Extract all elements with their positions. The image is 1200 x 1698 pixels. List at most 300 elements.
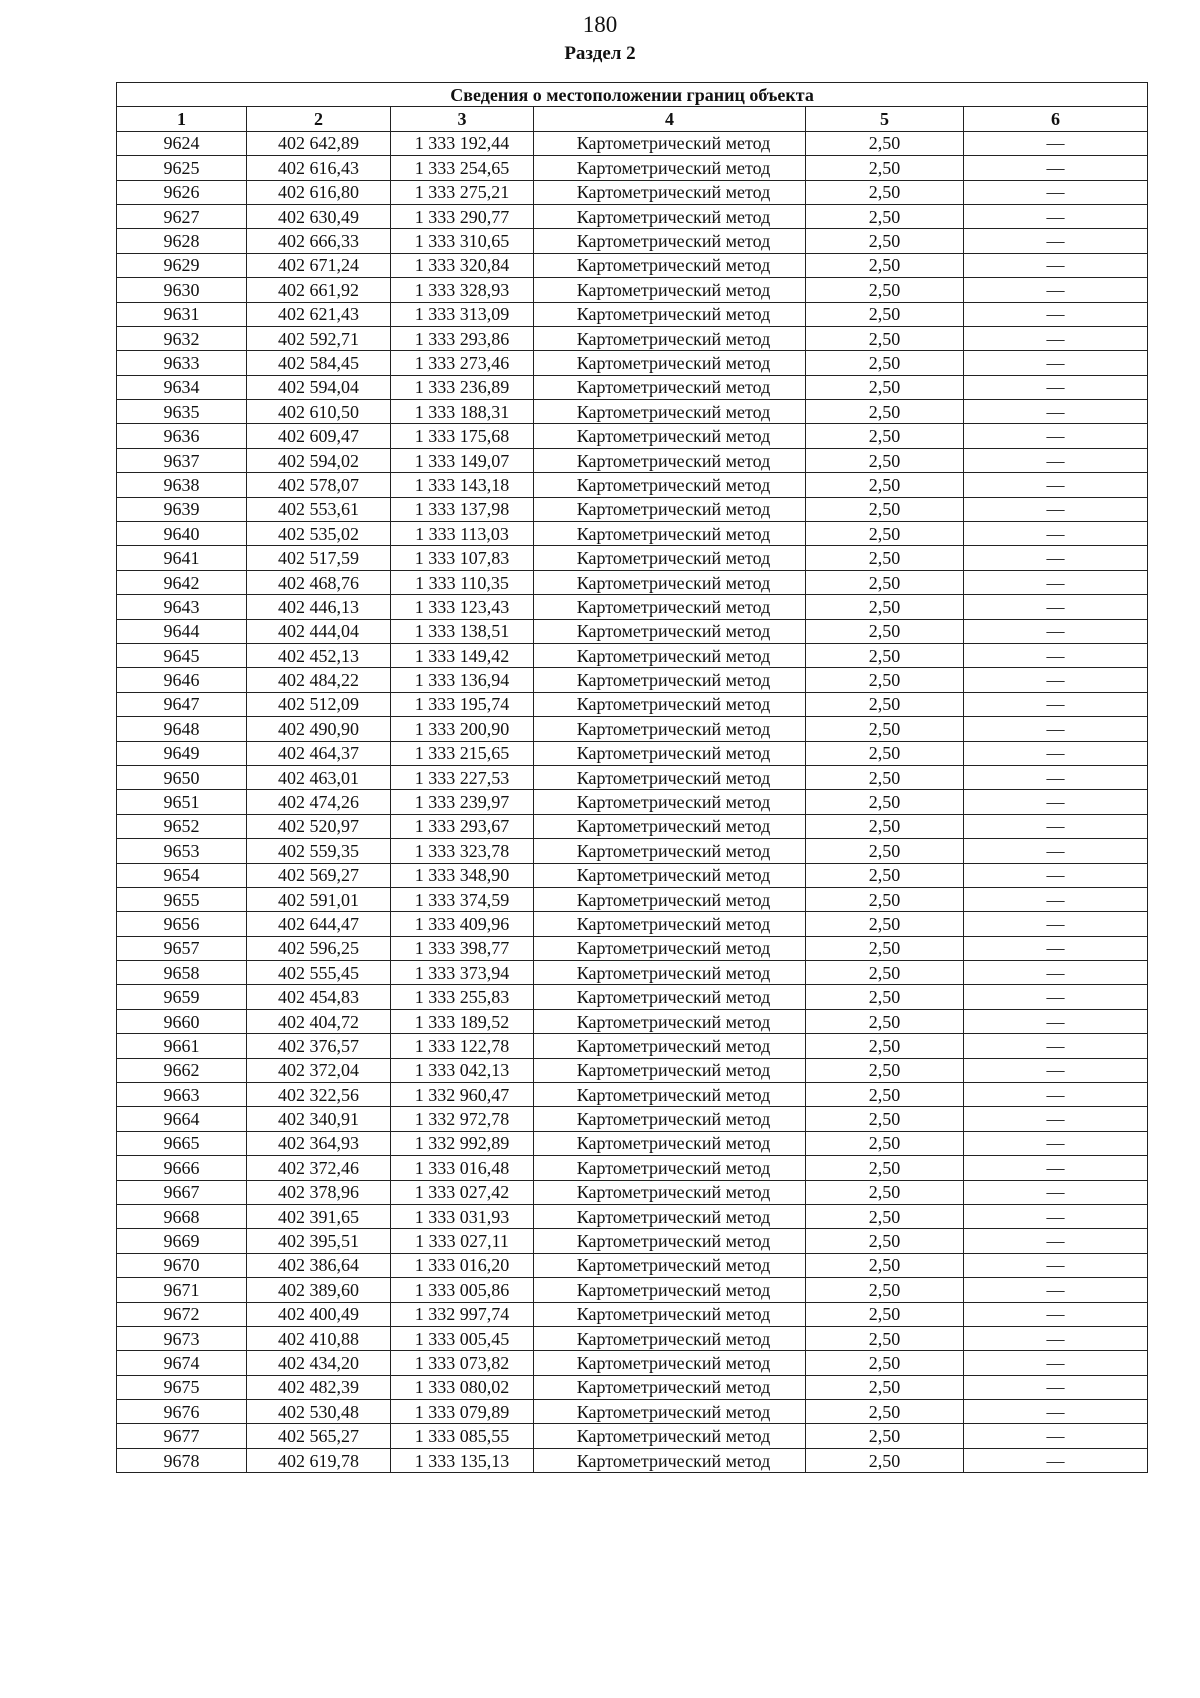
y-coordinate-cell: 1 333 409,96 [391,912,534,936]
point-number-cell: 9659 [117,985,247,1009]
point-number-cell: 9647 [117,692,247,716]
column-header: 1 [117,107,247,131]
table-row [117,253,1148,277]
point-number-cell: 9636 [117,424,247,448]
x-coordinate-cell: 402 661,92 [247,278,391,302]
accuracy-cell: 2,50 [806,156,964,180]
x-coordinate-cell: 402 569,27 [247,863,391,887]
x-coordinate-cell: 402 376,57 [247,1034,391,1058]
method-cell: Картометрический метод [534,1083,806,1107]
accuracy-cell: 2,50 [806,912,964,936]
note-cell: — [964,741,1148,765]
accuracy-cell: 2,50 [806,229,964,253]
table-row [117,351,1148,375]
y-coordinate-cell: 1 333 136,94 [391,668,534,692]
y-coordinate-cell: 1 333 310,65 [391,229,534,253]
table-row [117,1180,1148,1204]
note-cell: — [964,1302,1148,1326]
y-coordinate-cell: 1 333 080,02 [391,1375,534,1399]
x-coordinate-cell: 402 378,96 [247,1180,391,1204]
x-coordinate-cell: 402 621,43 [247,302,391,326]
x-coordinate-cell: 402 464,37 [247,741,391,765]
column-header: 4 [534,107,806,131]
note-cell: — [964,278,1148,302]
page-number: 180 [582,12,618,37]
method-cell: Картометрический метод [534,522,806,546]
table-row [117,765,1148,789]
y-coordinate-cell: 1 333 398,77 [391,936,534,960]
y-coordinate-cell: 1 333 005,86 [391,1278,534,1302]
note-cell: — [964,156,1148,180]
method-cell: Картометрический метод [534,1253,806,1277]
method-cell: Картометрический метод [534,326,806,350]
note-cell: — [964,253,1148,277]
accuracy-cell: 2,50 [806,1009,964,1033]
note-cell: — [964,1326,1148,1350]
point-number-cell: 9645 [117,643,247,667]
note-cell: — [964,1424,1148,1448]
x-coordinate-cell: 402 555,45 [247,961,391,985]
table-row [117,619,1148,643]
point-number-cell: 9648 [117,717,247,741]
method-cell: Картометрический метод [534,692,806,716]
method-cell: Картометрический метод [534,887,806,911]
y-coordinate-cell: 1 333 122,78 [391,1034,534,1058]
point-number-cell: 9662 [117,1058,247,1082]
accuracy-cell: 2,50 [806,1253,964,1277]
y-coordinate-cell: 1 333 254,65 [391,156,534,180]
point-number-cell: 9668 [117,1204,247,1228]
accuracy-cell: 2,50 [806,570,964,594]
point-number-cell: 9651 [117,790,247,814]
method-cell: Картометрический метод [534,619,806,643]
y-coordinate-cell: 1 333 079,89 [391,1400,534,1424]
x-coordinate-cell: 402 463,01 [247,765,391,789]
x-coordinate-cell: 402 322,56 [247,1083,391,1107]
accuracy-cell: 2,50 [806,1278,964,1302]
point-number-cell: 9675 [117,1375,247,1399]
x-coordinate-cell: 402 644,47 [247,912,391,936]
method-cell: Картометрический метод [534,1180,806,1204]
section-title: Раздел 2 [564,43,636,64]
x-coordinate-cell: 402 340,91 [247,1107,391,1131]
x-coordinate-cell: 402 404,72 [247,1009,391,1033]
method-cell: Картометрический метод [534,156,806,180]
accuracy-cell: 2,50 [806,473,964,497]
accuracy-cell: 2,50 [806,765,964,789]
accuracy-cell: 2,50 [806,1058,964,1082]
table-row [117,1351,1148,1375]
table-row [117,643,1148,667]
x-coordinate-cell: 402 592,71 [247,326,391,350]
table-row [117,717,1148,741]
table-row [117,741,1148,765]
table-row [117,546,1148,570]
y-coordinate-cell: 1 333 149,42 [391,643,534,667]
method-cell: Картометрический метод [534,1326,806,1350]
point-number-cell: 9666 [117,1156,247,1180]
note-cell: — [964,717,1148,741]
x-coordinate-cell: 402 386,64 [247,1253,391,1277]
accuracy-cell: 2,50 [806,278,964,302]
method-cell: Картометрический метод [534,839,806,863]
y-coordinate-cell: 1 333 138,51 [391,619,534,643]
table-row [117,1448,1148,1472]
point-number-cell: 9625 [117,156,247,180]
note-cell: — [964,1351,1148,1375]
x-coordinate-cell: 402 616,80 [247,180,391,204]
table-row [117,668,1148,692]
x-coordinate-cell: 402 642,89 [247,131,391,155]
accuracy-cell: 2,50 [806,643,964,667]
y-coordinate-cell: 1 333 107,83 [391,546,534,570]
x-coordinate-cell: 402 594,02 [247,448,391,472]
point-number-cell: 9629 [117,253,247,277]
point-number-cell: 9640 [117,522,247,546]
table-row [117,1131,1148,1155]
note-cell: — [964,302,1148,326]
x-coordinate-cell: 402 391,65 [247,1204,391,1228]
accuracy-cell: 2,50 [806,839,964,863]
table-row [117,887,1148,911]
y-coordinate-cell: 1 333 348,90 [391,863,534,887]
accuracy-cell: 2,50 [806,253,964,277]
method-cell: Картометрический метод [534,424,806,448]
point-number-cell: 9639 [117,497,247,521]
y-coordinate-cell: 1 333 110,35 [391,570,534,594]
method-cell: Картометрический метод [534,546,806,570]
x-coordinate-cell: 402 553,61 [247,497,391,521]
point-number-cell: 9673 [117,1326,247,1350]
method-cell: Картометрический метод [534,912,806,936]
x-coordinate-cell: 402 446,13 [247,595,391,619]
note-cell: — [964,1107,1148,1131]
table-row [117,595,1148,619]
point-number-cell: 9658 [117,961,247,985]
x-coordinate-cell: 402 559,35 [247,839,391,863]
accuracy-cell: 2,50 [806,1448,964,1472]
table-row [117,863,1148,887]
y-coordinate-cell: 1 333 188,31 [391,400,534,424]
note-cell: — [964,1400,1148,1424]
point-number-cell: 9665 [117,1131,247,1155]
method-cell: Картометрический метод [534,1448,806,1472]
note-cell: — [964,497,1148,521]
x-coordinate-cell: 402 512,09 [247,692,391,716]
note-cell: — [964,204,1148,228]
point-number-cell: 9644 [117,619,247,643]
note-cell: — [964,1253,1148,1277]
y-coordinate-cell: 1 333 239,97 [391,790,534,814]
table-row [117,1400,1148,1424]
x-coordinate-cell: 402 630,49 [247,204,391,228]
y-coordinate-cell: 1 333 373,94 [391,961,534,985]
table-row [117,278,1148,302]
y-coordinate-cell: 1 333 374,59 [391,887,534,911]
note-cell: — [964,961,1148,985]
y-coordinate-cell: 1 333 323,78 [391,839,534,863]
point-number-cell: 9678 [117,1448,247,1472]
method-cell: Картометрический метод [534,1400,806,1424]
method-cell: Картометрический метод [534,204,806,228]
x-coordinate-cell: 402 484,22 [247,668,391,692]
point-number-cell: 9660 [117,1009,247,1033]
accuracy-cell: 2,50 [806,887,964,911]
accuracy-cell: 2,50 [806,131,964,155]
note-cell: — [964,814,1148,838]
accuracy-cell: 2,50 [806,400,964,424]
accuracy-cell: 2,50 [806,1302,964,1326]
accuracy-cell: 2,50 [806,1107,964,1131]
table-row [117,814,1148,838]
point-number-cell: 9656 [117,912,247,936]
method-cell: Картометрический метод [534,1009,806,1033]
x-coordinate-cell: 402 410,88 [247,1326,391,1350]
y-coordinate-cell: 1 333 293,67 [391,814,534,838]
note-cell: — [964,424,1148,448]
point-number-cell: 9649 [117,741,247,765]
accuracy-cell: 2,50 [806,351,964,375]
table-row [117,180,1148,204]
y-coordinate-cell: 1 333 328,93 [391,278,534,302]
method-cell: Картометрический метод [534,985,806,1009]
note-cell: — [964,229,1148,253]
note-cell: — [964,326,1148,350]
method-cell: Картометрический метод [534,741,806,765]
accuracy-cell: 2,50 [806,1083,964,1107]
accuracy-cell: 2,50 [806,546,964,570]
point-number-cell: 9652 [117,814,247,838]
y-coordinate-cell: 1 333 016,20 [391,1253,534,1277]
method-cell: Картометрический метод [534,497,806,521]
point-number-cell: 9654 [117,863,247,887]
accuracy-cell: 2,50 [806,1400,964,1424]
column-header: 2 [247,107,391,131]
method-cell: Картометрический метод [534,351,806,375]
method-cell: Картометрический метод [534,400,806,424]
note-cell: — [964,375,1148,399]
table-row [117,1278,1148,1302]
x-coordinate-cell: 402 666,33 [247,229,391,253]
point-number-cell: 9628 [117,229,247,253]
table-caption-row [117,83,1148,107]
y-coordinate-cell: 1 333 137,98 [391,497,534,521]
point-number-cell: 9671 [117,1278,247,1302]
point-number-cell: 9661 [117,1034,247,1058]
accuracy-cell: 2,50 [806,619,964,643]
y-coordinate-cell: 1 333 195,74 [391,692,534,716]
method-cell: Картометрический метод [534,131,806,155]
note-cell: — [964,131,1148,155]
accuracy-cell: 2,50 [806,1156,964,1180]
accuracy-cell: 2,50 [806,790,964,814]
note-cell: — [964,912,1148,936]
column-header: 3 [391,107,534,131]
table-row [117,936,1148,960]
note-cell: — [964,1034,1148,1058]
note-cell: — [964,448,1148,472]
accuracy-cell: 2,50 [806,448,964,472]
y-coordinate-cell: 1 332 960,47 [391,1083,534,1107]
x-coordinate-cell: 402 454,83 [247,985,391,1009]
point-number-cell: 9667 [117,1180,247,1204]
note-cell: — [964,668,1148,692]
y-coordinate-cell: 1 333 255,83 [391,985,534,1009]
table-row [117,1326,1148,1350]
x-coordinate-cell: 402 619,78 [247,1448,391,1472]
y-coordinate-cell: 1 333 073,82 [391,1351,534,1375]
y-coordinate-cell: 1 333 215,65 [391,741,534,765]
note-cell: — [964,180,1148,204]
point-number-cell: 9643 [117,595,247,619]
table-row [117,424,1148,448]
table-row [117,448,1148,472]
point-number-cell: 9631 [117,302,247,326]
x-coordinate-cell: 402 444,04 [247,619,391,643]
table-row [117,570,1148,594]
accuracy-cell: 2,50 [806,595,964,619]
method-cell: Картометрический метод [534,570,806,594]
y-coordinate-cell: 1 332 997,74 [391,1302,534,1326]
method-cell: Картометрический метод [534,253,806,277]
x-coordinate-cell: 402 565,27 [247,1424,391,1448]
method-cell: Картометрический метод [534,448,806,472]
note-cell: — [964,546,1148,570]
accuracy-cell: 2,50 [806,1326,964,1350]
table-row [117,522,1148,546]
method-cell: Картометрический метод [534,180,806,204]
y-coordinate-cell: 1 333 042,13 [391,1058,534,1082]
table-row [117,400,1148,424]
accuracy-cell: 2,50 [806,1180,964,1204]
note-cell: — [964,522,1148,546]
column-header: 5 [806,107,964,131]
table-row [117,839,1148,863]
x-coordinate-cell: 402 452,13 [247,643,391,667]
table-row [117,1107,1148,1131]
x-coordinate-cell: 402 671,24 [247,253,391,277]
point-number-cell: 9663 [117,1083,247,1107]
y-coordinate-cell: 1 333 192,44 [391,131,534,155]
y-coordinate-cell: 1 333 085,55 [391,1424,534,1448]
x-coordinate-cell: 402 490,90 [247,717,391,741]
point-number-cell: 9646 [117,668,247,692]
table-row [117,912,1148,936]
method-cell: Картометрический метод [534,790,806,814]
method-cell: Картометрический метод [534,1058,806,1082]
note-cell: — [964,1058,1148,1082]
method-cell: Картометрический метод [534,595,806,619]
note-cell: — [964,1180,1148,1204]
note-cell: — [964,473,1148,497]
table-row [117,375,1148,399]
accuracy-cell: 2,50 [806,1204,964,1228]
note-cell: — [964,1229,1148,1253]
point-number-cell: 9624 [117,131,247,155]
note-cell: — [964,1131,1148,1155]
method-cell: Картометрический метод [534,717,806,741]
x-coordinate-cell: 402 616,43 [247,156,391,180]
x-coordinate-cell: 402 596,25 [247,936,391,960]
table-row [117,692,1148,716]
point-number-cell: 9642 [117,570,247,594]
note-cell: — [964,1156,1148,1180]
method-cell: Картометрический метод [534,278,806,302]
column-number-row [117,107,1148,131]
point-number-cell: 9676 [117,1400,247,1424]
accuracy-cell: 2,50 [806,741,964,765]
accuracy-cell: 2,50 [806,936,964,960]
table-row [117,302,1148,326]
y-coordinate-cell: 1 333 175,68 [391,424,534,448]
method-cell: Картометрический метод [534,375,806,399]
point-number-cell: 9641 [117,546,247,570]
accuracy-cell: 2,50 [806,692,964,716]
method-cell: Картометрический метод [534,1375,806,1399]
note-cell: — [964,839,1148,863]
y-coordinate-cell: 1 333 293,86 [391,326,534,350]
method-cell: Картометрический метод [534,229,806,253]
point-number-cell: 9677 [117,1424,247,1448]
table-row [117,961,1148,985]
table-row [117,473,1148,497]
y-coordinate-cell: 1 333 275,21 [391,180,534,204]
point-number-cell: 9653 [117,839,247,863]
accuracy-cell: 2,50 [806,717,964,741]
method-cell: Картометрический метод [534,1351,806,1375]
y-coordinate-cell: 1 333 189,52 [391,1009,534,1033]
x-coordinate-cell: 402 535,02 [247,522,391,546]
table-body [117,131,1148,1472]
table-row [117,131,1148,155]
accuracy-cell: 2,50 [806,1424,964,1448]
method-cell: Картометрический метод [534,302,806,326]
point-number-cell: 9650 [117,765,247,789]
y-coordinate-cell: 1 333 313,09 [391,302,534,326]
note-cell: — [964,570,1148,594]
table-row [117,1083,1148,1107]
method-cell: Картометрический метод [534,1034,806,1058]
method-cell: Картометрический метод [534,961,806,985]
method-cell: Картометрический метод [534,1131,806,1155]
method-cell: Картометрический метод [534,1302,806,1326]
y-coordinate-cell: 1 332 992,89 [391,1131,534,1155]
method-cell: Картометрический метод [534,1229,806,1253]
table-row [117,1009,1148,1033]
note-cell: — [964,1083,1148,1107]
point-number-cell: 9674 [117,1351,247,1375]
point-number-cell: 9630 [117,278,247,302]
accuracy-cell: 2,50 [806,1034,964,1058]
x-coordinate-cell: 402 468,76 [247,570,391,594]
x-coordinate-cell: 402 591,01 [247,887,391,911]
method-cell: Картометрический метод [534,668,806,692]
x-coordinate-cell: 402 594,04 [247,375,391,399]
x-coordinate-cell: 402 474,26 [247,790,391,814]
method-cell: Картометрический метод [534,1424,806,1448]
note-cell: — [964,619,1148,643]
point-number-cell: 9655 [117,887,247,911]
point-number-cell: 9627 [117,204,247,228]
accuracy-cell: 2,50 [806,961,964,985]
table-row [117,229,1148,253]
y-coordinate-cell: 1 333 320,84 [391,253,534,277]
x-coordinate-cell: 402 584,45 [247,351,391,375]
accuracy-cell: 2,50 [806,668,964,692]
method-cell: Картометрический метод [534,1156,806,1180]
x-coordinate-cell: 402 372,46 [247,1156,391,1180]
table-row [117,326,1148,350]
